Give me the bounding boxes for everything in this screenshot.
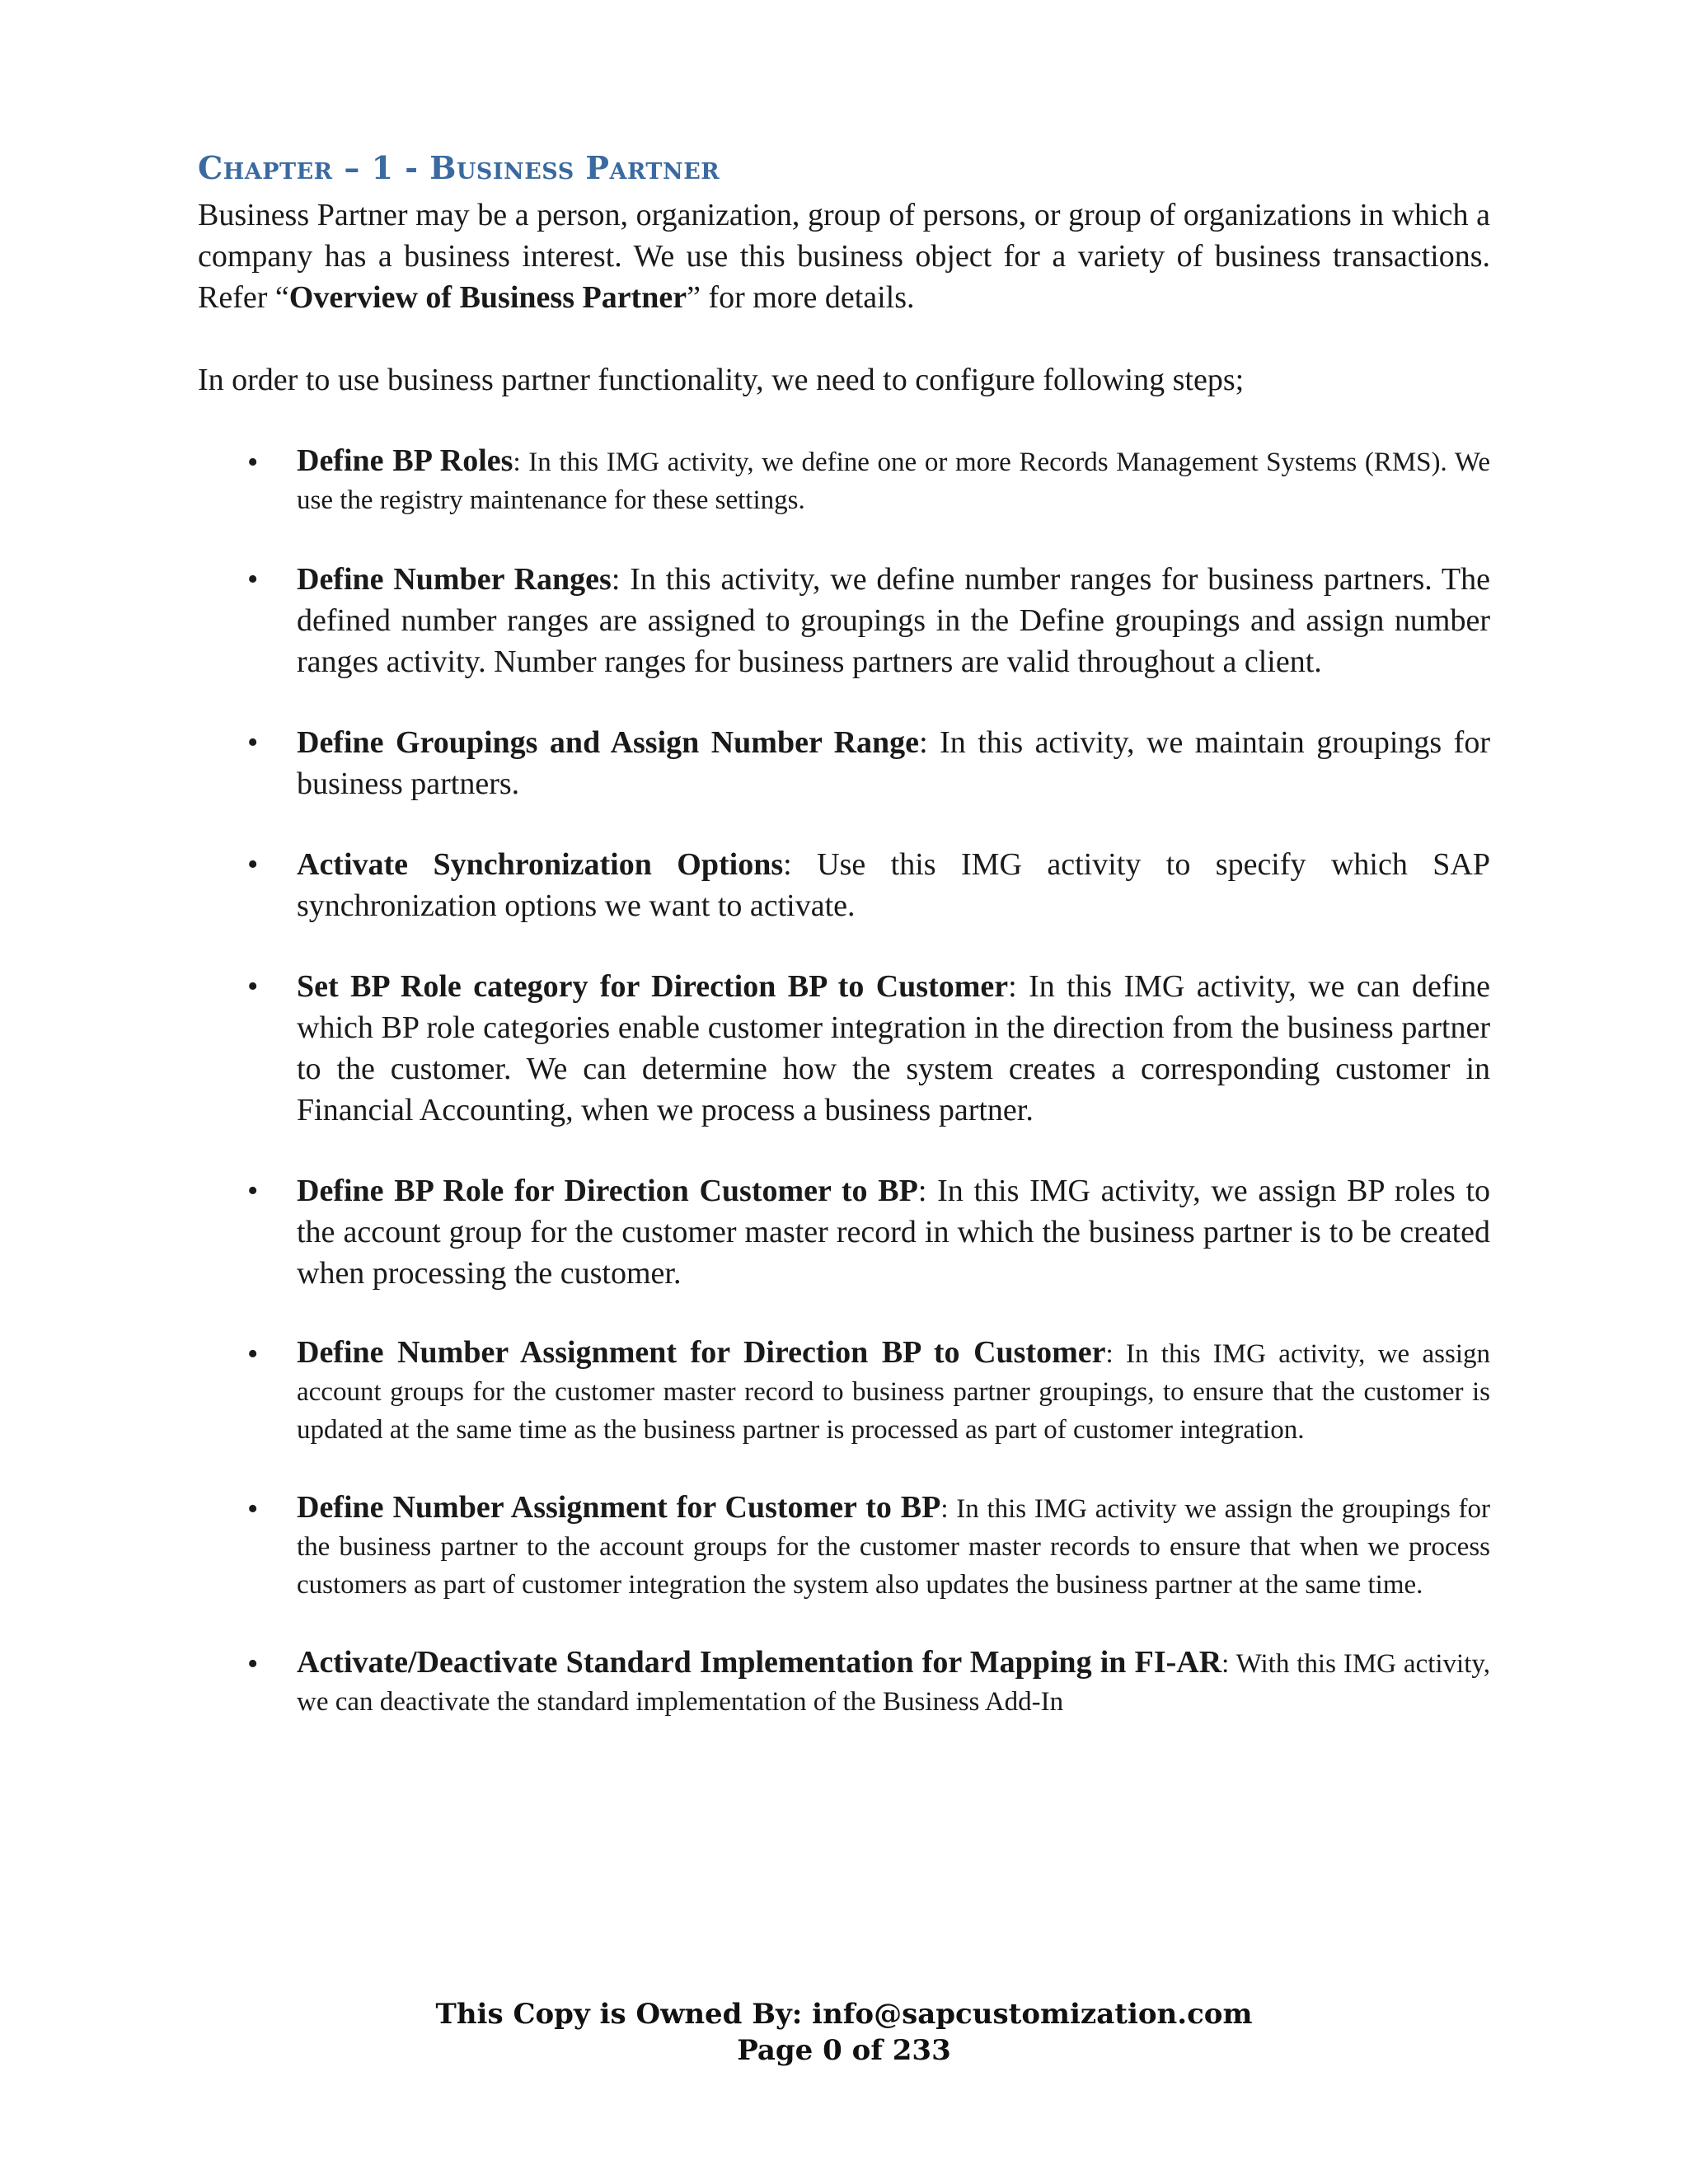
footer-owner: This Copy is Owned By: info@sapcustomization.com	[435, 1998, 1253, 2031]
step-text: : Use this IMG activity to specify which SAP synchronization options we want to activate.	[297, 846, 1490, 923]
chapter-title: Chapter – 1 - Business Partner	[198, 149, 720, 186]
step-term: Define Number Assignment for Customer to BP	[297, 1489, 941, 1525]
step-term: Define BP Roles	[297, 443, 513, 478]
list-item	[198, 1488, 1490, 1604]
page-content	[198, 148, 1490, 1760]
step-term: Define Number Ranges	[297, 561, 612, 597]
step-term: Set BP Role category for Direction BP to Customer	[297, 968, 1009, 1004]
list-item	[198, 442, 1490, 519]
step-text: : In this IMG activity, we define one or more Records Management Systems (RMS). We use the registry maintenance for these settings.	[297, 447, 1490, 515]
bullet-icon: •	[247, 1646, 259, 1681]
list-item	[198, 1643, 1490, 1721]
step-term: Define Number Assignment for Direction BP to Customer	[297, 1334, 1106, 1370]
step-text: : With this IMG activity, we can deactivate the standard implementation of the Business Add-In	[297, 1648, 1491, 1717]
intro-text-after: ” for more details.	[687, 279, 915, 315]
step-term: Define Groupings and Assign Number Range	[297, 724, 920, 760]
steps-intro-paragraph: In order to use business partner functionality, we need to configure following steps;	[198, 362, 1245, 397]
bullet-icon: •	[247, 846, 259, 882]
steps-list	[198, 442, 1490, 1721]
footer-page-number: Page 0 of 233	[737, 2034, 951, 2067]
intro-reference-bold: Overview of Business Partner	[288, 279, 687, 315]
bullet-icon: •	[247, 1336, 259, 1371]
step-text: : In this IMG activity, we assign account groups for the customer master record to business partner groupings, to ensure that the customer is updated at the same time as the business partner is processed as part of customer integration.	[297, 1338, 1491, 1445]
intro-paragraph	[198, 194, 1490, 318]
list-item	[198, 559, 1490, 682]
step-text: : In this IMG activity we assign the groupings for the business partner to the account groups for the customer master records to ensure that when we process customers as part of customer integration the system also updates the business partner at the same time.	[297, 1493, 1490, 1600]
bullet-icon: •	[247, 968, 259, 1004]
step-text: : In this IMG activity, we can define which BP role categories enable customer integration in the direction from the business partner to the customer. We can determine how the system creates a corresponding customer in Financial Accounting, when we process a business partner.	[297, 968, 1490, 1127]
list-item	[198, 844, 1490, 926]
list-item	[198, 1333, 1490, 1449]
bullet-icon: •	[247, 1173, 259, 1208]
list-item	[198, 966, 1490, 1131]
step-term: Activate Synchronization Options	[297, 846, 784, 882]
step-text: : In this activity, we define number ranges for business partners. The defined number ranges are assigned to groupings in the Define groupings and assign number ranges activity. Number ranges for business partners are valid throughout a client.	[297, 561, 1490, 679]
bullet-icon: •	[247, 724, 259, 760]
step-text: : In this IMG activity, we assign BP roles to the account group for the customer master record in which the business partner is to be created when processing the customer.	[297, 1173, 1490, 1291]
page-footer	[0, 1996, 1688, 2069]
step-term: Define BP Role for Direction Customer to BP	[297, 1173, 918, 1208]
step-text: : In this activity, we maintain groupings for business partners.	[297, 724, 1490, 801]
step-term: Activate/Deactivate Standard Implementation for Mapping in FI-AR	[297, 1644, 1222, 1680]
intro-text-before: Business Partner may be a person, organization, group of persons, or group of organizations in which a company has a business interest. We use this business object for a variety of business transactions. Refer “	[198, 197, 1490, 315]
list-item	[198, 1170, 1490, 1294]
bullet-icon: •	[247, 1491, 259, 1526]
bullet-icon: •	[247, 561, 259, 597]
list-item	[198, 722, 1490, 804]
bullet-icon: •	[247, 444, 259, 480]
